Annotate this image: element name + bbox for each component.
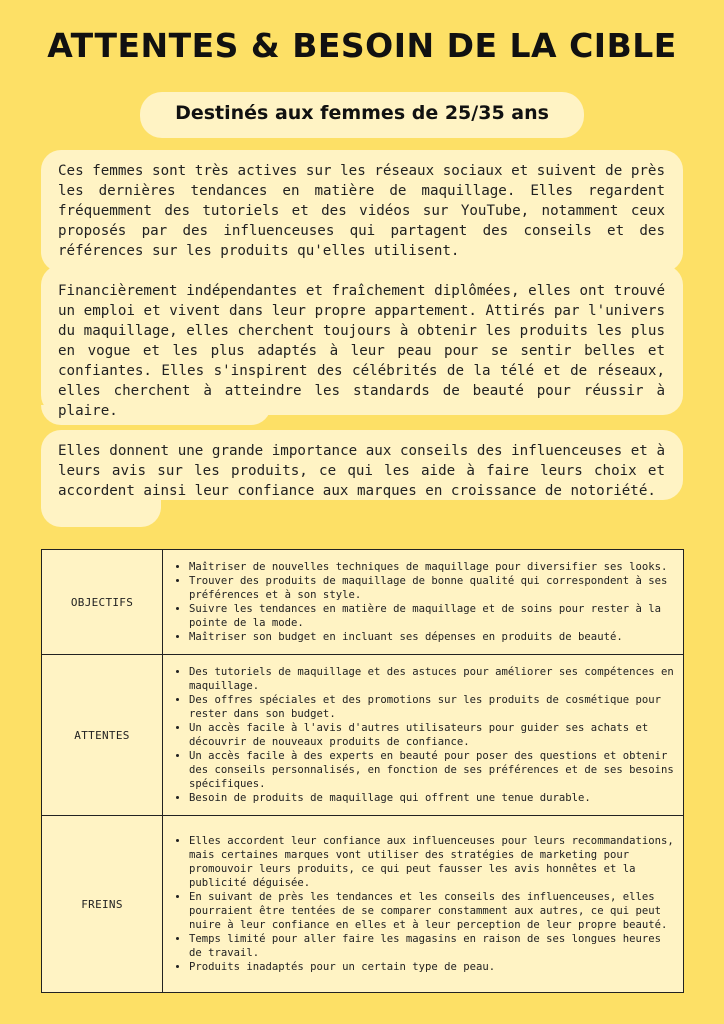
row-label-freins: FREINS [42,816,163,993]
list-item: • Des tutoriels de maquillage et des astuces pour améliorer ses compétences en maquillage. [189,665,675,693]
list-item: • Produits inadaptés pour un certain type de peau. [189,960,675,974]
table-row-freins [42,816,684,993]
row-label-attentes: ATTENTES [42,655,163,816]
paragraph-3: Elles donnent une grande importance aux conseils des influenceuses et à leurs avis sur les produits, ce qui les aide à faire leurs choix et accordent ainsi leur confiance aux marques en croissance de notoriété. [58,443,665,499]
list-item: • Un accès facile à des experts en beauté pour poser des questions et obtenir des conseils personnalisés, en fonction de ses préférences et de ses besoins spécifiques. [189,749,675,791]
list-item: • Un accès facile à l'avis d'autres utilisateurs pour guider ses achats et découvrir de nouveaux produits de confiance. [189,721,675,749]
attentes-list [173,665,675,805]
paragraph-2: Financièrement indépendantes et fraîchement diplômées, elles ont trouvé un emploi et vivent dans leur propre appartement. Attirés par l'univers du maquillage, elles cherchent toujours à obtenir les produits les plus en vogue et les plus adaptés à leur peau pour se sentir belles et confiantes. Elles s'inspirent des célébrités de la télé et de réseaux, elles cherchent à atteindre les standards de beauté pour réussir à plaire. [58,283,665,419]
paragraph-1: Ces femmes sont très actives sur les réseaux sociaux et suivent de près les dernières tendances en matière de maquillage. Elles regardent fréquemment des tutoriels et des vidéos sur YouTube, notamment ceux proposés par des influenceuses qui partagent des conseils et des références sur les produits qu'elles utilisent. [58,163,665,259]
list-item: • Trouver des produits de maquillage de bonne qualité qui correspondent à ses préférences et à son style. [189,574,675,602]
list-item: • En suivant de près les tendances et les conseils des influenceuses, elles pourraient être tentées de se comparer constamment aux autres, ce qui peut nuire à leur confiance en elles et à leur perception de leur propre beauté. [189,890,675,932]
list-item: • Besoin de produits de maquillage qui offrent une tenue durable. [189,791,675,805]
list-item: • Suivre les tendances en matière de maquillage et de soins pour rester à la pointe de la mode. [189,602,675,630]
table-row-attentes [42,655,684,816]
objectifs-list [173,560,675,644]
row-label-objectifs: OBJECTIFS [42,550,163,655]
list-item: • Elles accordent leur confiance aux influenceuses pour leurs recommandations, mais certaines marques vont utiliser des stratégies de marketing pour promouvoir leurs produits, ce qui peut fausser les avis honnêtes et la publicité déguisée. [189,834,675,890]
page-title: ATTENTES & BESOIN DE LA CIBLE [47,26,677,65]
row-content-attentes [163,655,684,816]
target-needs-table [41,549,684,993]
list-item: • Temps limité pour aller faire les magasins en raison de ses longues heures de travail. [189,932,675,960]
freins-list [173,834,675,974]
subtitle: Destinés aux femmes de 25/35 ans [175,102,549,124]
row-content-freins [163,816,684,993]
table-row-objectifs [42,550,684,655]
row-content-objectifs [163,550,684,655]
list-item: • Maîtriser son budget en incluant ses dépenses en produits de beauté. [189,630,675,644]
list-item: • Maîtriser de nouvelles techniques de maquillage pour diversifier ses looks. [189,560,675,574]
list-item: • Des offres spéciales et des promotions sur les produits de cosmétique pour rester dans son budget. [189,693,675,721]
